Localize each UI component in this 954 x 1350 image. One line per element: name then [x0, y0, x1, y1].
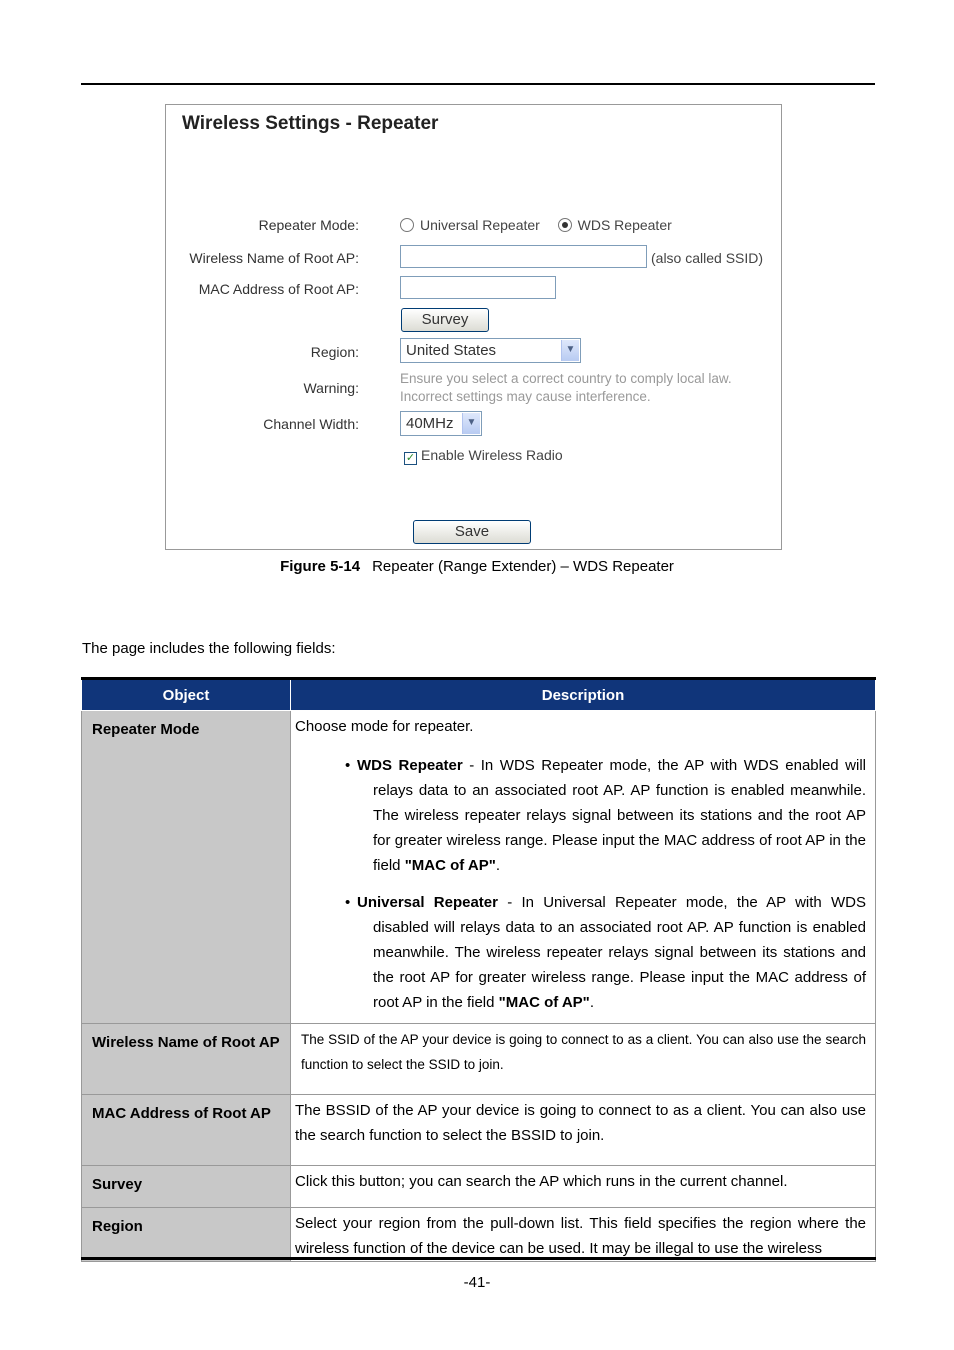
- region-label: Region:: [310, 344, 359, 360]
- description-cell: [291, 711, 876, 1024]
- enable-wireless-radio[interactable]: [404, 447, 563, 465]
- bullet-term: Universal Repeater: [357, 894, 498, 911]
- universal-repeater-radio[interactable]: [400, 218, 414, 232]
- figure-caption-text: Repeater (Range Extender) – WDS Repeater: [372, 558, 674, 575]
- bullet-text: - In Universal Repeater mode, the AP with WDS disabled will relays data to an associated root AP. AP function is enabled meanwhile. The wireless repeater relays signal between its stations and the root AP for greater wireless range. Please input the MAC address of root AP in the field: [373, 894, 866, 1011]
- object-cell: Survey: [82, 1166, 291, 1208]
- table-row: [82, 1166, 876, 1208]
- warning-line-1: Ensure you select a correct country to comply local law.: [400, 371, 732, 386]
- bullet-term: WDS Repeater: [357, 757, 463, 774]
- universal-repeater-label: Universal Repeater: [420, 217, 540, 233]
- object-cell: Region: [82, 1208, 291, 1262]
- intro-text: The page includes the following fields:: [82, 640, 336, 657]
- table-row: [82, 1095, 876, 1166]
- object-cell: Repeater Mode: [82, 711, 291, 1024]
- header-object: Object: [82, 679, 291, 711]
- description-cell: The BSSID of the AP your device is going to connect to as a client. You can also use the search function to select the BSSID to join.: [291, 1095, 876, 1166]
- channel-width-value: 40MHz: [406, 415, 454, 432]
- wireless-name-input[interactable]: [400, 245, 647, 268]
- chevron-down-icon: ▼: [462, 413, 480, 434]
- channel-width-select[interactable]: [400, 411, 482, 436]
- channel-width-label: Channel Width:: [263, 416, 359, 432]
- table-row: [82, 1024, 876, 1095]
- warning-text: [400, 370, 732, 406]
- table-header: [82, 679, 876, 711]
- repeater-mode-options: [400, 217, 672, 233]
- fields-table: [81, 677, 876, 1262]
- table-row: [82, 1208, 876, 1262]
- region-select[interactable]: [400, 338, 581, 363]
- ssid-hint: (also called SSID): [651, 250, 764, 266]
- object-cell: Wireless Name of Root AP: [82, 1024, 291, 1095]
- survey-button[interactable]: Survey: [401, 308, 489, 332]
- wds-repeater-label: WDS Repeater: [577, 217, 672, 233]
- description-cell: Click this button; you can search the AP which runs in the current channel.: [291, 1166, 876, 1208]
- region-value: United States: [406, 342, 497, 359]
- settings-screenshot: [165, 104, 782, 550]
- bullet-text: - In WDS Repeater mode, the AP with WDS enabled will relays data to an associated root AP. AP function is enabled meanwhile. The wireless repeater relays signal between its stations and the root AP for greater wireless range. Please input the MAC address of root AP in the field: [373, 757, 867, 874]
- object-cell: MAC Address of Root AP: [82, 1095, 291, 1166]
- bullet-field: "MAC of AP": [498, 994, 590, 1011]
- settings-title: Wireless Settings - Repeater: [182, 113, 439, 134]
- description-cell: The SSID of the AP your device is going to connect to as a client. You can also use the search function to select the SSID to join.: [291, 1024, 876, 1095]
- figure-caption: [0, 558, 954, 575]
- figure-number: Figure 5-14: [280, 558, 361, 575]
- bottom-rule: [81, 1257, 876, 1260]
- description-cell: Select your region from the pull-down list. This field specifies the region where the wireless function of the device can be used. It may be illegal to use the wireless: [291, 1208, 876, 1262]
- enable-wireless-radio-checkbox[interactable]: ✓: [405, 452, 416, 464]
- save-button[interactable]: Save: [413, 520, 531, 544]
- wds-repeater-radio[interactable]: [558, 218, 572, 232]
- top-rule: [81, 83, 875, 85]
- bullet-end: .: [589, 994, 594, 1011]
- repeater-mode-label: Repeater Mode:: [258, 217, 359, 233]
- bullet-end: .: [495, 857, 501, 874]
- mac-address-input[interactable]: [400, 276, 556, 299]
- list-item: [341, 753, 866, 878]
- warning-line-2: Incorrect settings may cause interference.: [400, 389, 651, 404]
- page-number: -41-: [463, 1274, 491, 1291]
- header-description: Description: [291, 679, 876, 711]
- mac-address-label: MAC Address of Root AP:: [198, 281, 359, 297]
- table-row: [82, 711, 876, 1024]
- warning-label: Warning:: [303, 380, 359, 396]
- chevron-down-icon: ▼: [561, 340, 579, 361]
- list-item: [341, 890, 866, 1015]
- wireless-name-label: Wireless Name of Root AP:: [189, 250, 359, 266]
- bullet-field: "MAC of AP": [404, 857, 496, 874]
- description-text: Choose mode for repeater.: [295, 718, 474, 735]
- enable-wireless-radio-label: Enable Wireless Radio: [421, 447, 563, 463]
